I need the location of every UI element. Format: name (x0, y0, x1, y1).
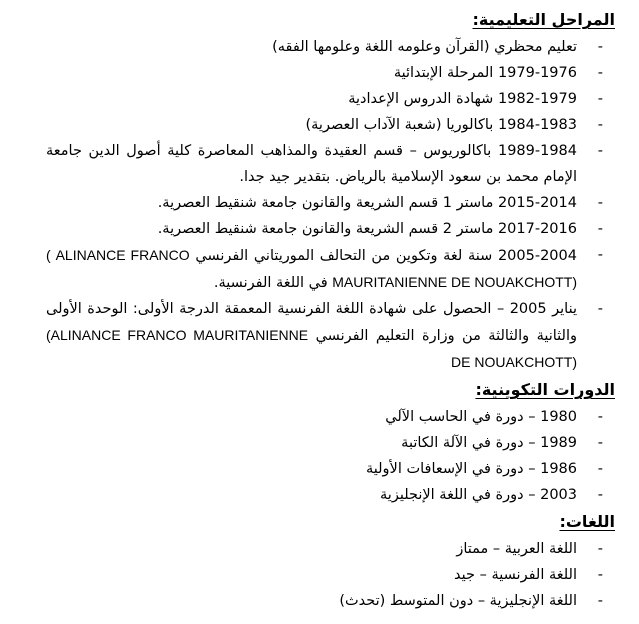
item-text: ماستر 1 قسم الشريعة والقانون جامعة شنقيط العصرية. (157, 195, 494, 211)
item-years: 2005-2004 (497, 248, 577, 264)
item-text: سنة لغة وتكوين من التحالف الموريتاني الفرنسي (195, 248, 493, 264)
bullet-dash: - (597, 117, 603, 133)
item-text: اللغة الفرنسية – جيد (454, 567, 577, 583)
education-item (46, 112, 615, 138)
bullet-dash: - (597, 593, 603, 609)
item-tail-text: في اللغة الفرنسية. (213, 275, 328, 291)
education-item (46, 190, 615, 216)
education-item (46, 296, 615, 376)
item-years: 2015-2014 (497, 195, 577, 211)
bullet-dash: - (597, 461, 603, 477)
bullet-dash: - (597, 91, 603, 107)
item-years: 1979-1976 (497, 65, 577, 81)
language-item (46, 562, 615, 588)
item-text: اللغة العربية – ممتاز (456, 541, 577, 557)
item-years: 1982-1979 (497, 91, 577, 107)
education-item (46, 34, 615, 60)
education-item (46, 242, 615, 296)
education-item (46, 86, 615, 112)
item-text: – دورة في الآلة الكاتبة (401, 435, 536, 451)
item-latin-text: ( ALINANCE FRANCO MAURITANIENNE DE NOUAKCHOTT) (46, 247, 577, 290)
item-text: اللغة الإنجليزية – دون المتوسط (تحدث) (339, 593, 577, 609)
education-section-title: المراحل التعليمية: (472, 10, 615, 29)
item-text: باكالوريوس – قسم العقيدة والمذاهب المعاصرة كلية أصول الدين جامعة الإمام محمد بن سعود الإسلامية بالرياض. بتقدير جيد جدا. (46, 143, 577, 185)
languages-section-title: اللغات: (559, 512, 615, 531)
education-item (46, 138, 615, 190)
training-item (46, 456, 615, 482)
bullet-dash: - (597, 301, 603, 317)
education-item (46, 60, 615, 86)
training-item (46, 430, 615, 456)
item-text: باكالوريا (شعبة الآداب العصرية) (305, 117, 494, 133)
education-item (46, 216, 615, 242)
language-item (46, 588, 615, 614)
training-section-title: الدورات التكوينية: (475, 380, 615, 399)
education-list (46, 34, 615, 376)
item-years: 1986 (540, 461, 577, 477)
languages-list (46, 536, 615, 614)
item-years: 1989 (540, 435, 577, 451)
item-text: ماستر 2 قسم الشريعة والقانون جامعة شنقيط العصرية. (157, 221, 494, 237)
item-text: – دورة في اللغة الإنجليزية (380, 487, 536, 503)
bullet-dash: - (597, 221, 603, 237)
item-years: 1984-1983 (497, 117, 577, 133)
bullet-dash: - (597, 541, 603, 557)
item-years: 2003 (540, 487, 577, 503)
item-text: – دورة في الحاسب الآلي (385, 409, 536, 425)
item-years: 2017-2016 (497, 221, 577, 237)
item-latin-text: (ALINANCE FRANCO MAURITANIENNE DE NOUAKCHOTT) (46, 327, 577, 370)
bullet-dash: - (597, 435, 603, 451)
item-years: 1989-1984 (497, 143, 578, 159)
item-text: شهادة الدروس الإعدادية (348, 91, 494, 107)
bullet-dash: - (597, 195, 603, 211)
bullet-dash: - (597, 567, 603, 583)
item-text: تعليم محظري (القرآن وعلومه اللغة وعلومها الفقه) (272, 39, 577, 55)
bullet-dash: - (597, 409, 603, 425)
language-item (46, 536, 615, 562)
training-item (46, 404, 615, 430)
training-item (46, 482, 615, 508)
bullet-dash: - (597, 143, 603, 159)
item-years: 1980 (540, 409, 577, 425)
bullet-dash: - (597, 247, 603, 263)
item-text: يناير 2005 – الحصول على شهادة اللغة الفرنسية المعمقة الدرجة الأولى: الوحدة الأولى والثانية والثالثة من وزارة التعليم الفرنسي (46, 301, 577, 344)
bullet-dash: - (597, 487, 603, 503)
training-list (46, 404, 615, 508)
item-text: المرحلة الإبتدائية (393, 65, 494, 81)
bullet-dash: - (597, 65, 603, 81)
item-text: – دورة في الإسعافات الأولية (365, 461, 536, 477)
bullet-dash: - (597, 39, 603, 55)
